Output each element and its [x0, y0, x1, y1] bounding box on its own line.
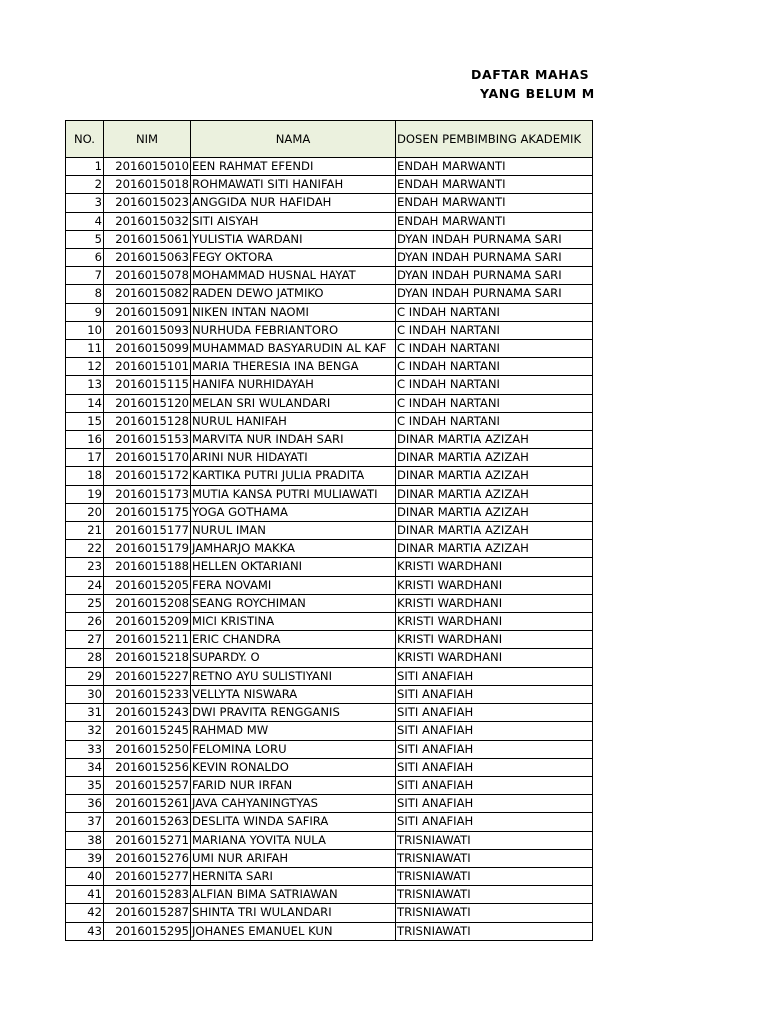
cell-dosen: KRISTI WARDHANI: [396, 649, 593, 667]
cell-no: 6: [66, 249, 104, 267]
cell-nim: 2016015115: [104, 376, 191, 394]
table-header-row: [66, 121, 593, 158]
table-row: [66, 212, 593, 230]
table-row: [66, 904, 593, 922]
cell-dosen: ENDAH MARWANTI: [396, 176, 593, 194]
table-row: [66, 431, 593, 449]
cell-nama: SUPARDY. O: [191, 649, 396, 667]
cell-no: 25: [66, 594, 104, 612]
table-row: [66, 394, 593, 412]
cell-dosen: DYAN INDAH PURNAMA SARI: [396, 249, 593, 267]
page-title-line2: YANG BELUM M: [480, 86, 595, 101]
cell-no: 29: [66, 667, 104, 685]
cell-no: 36: [66, 795, 104, 813]
cell-nim: 2016015032: [104, 212, 191, 230]
table-row: [66, 849, 593, 867]
cell-dosen: SITI ANAFIAH: [396, 795, 593, 813]
cell-no: 21: [66, 522, 104, 540]
cell-dosen: TRISNIAWATI: [396, 867, 593, 885]
cell-nama: MELAN SRI WULANDARI: [191, 394, 396, 412]
cell-nim: 2016015010: [104, 158, 191, 176]
cell-nama: MOHAMMAD HUSNAL HAYAT: [191, 267, 396, 285]
cell-no: 5: [66, 230, 104, 248]
table-row: [66, 230, 593, 248]
table-row: [66, 795, 593, 813]
cell-no: 4: [66, 212, 104, 230]
table-row: [66, 831, 593, 849]
cell-dosen: SITI ANAFIAH: [396, 776, 593, 794]
cell-no: 28: [66, 649, 104, 667]
cell-nim: 2016015295: [104, 922, 191, 940]
cell-nama: NIKEN INTAN NAOMI: [191, 303, 396, 321]
cell-nim: 2016015061: [104, 230, 191, 248]
cell-nim: 2016015091: [104, 303, 191, 321]
cell-dosen: SITI ANAFIAH: [396, 722, 593, 740]
table-row: [66, 412, 593, 430]
cell-dosen: SITI ANAFIAH: [396, 667, 593, 685]
cell-nama: YOGA GOTHAMA: [191, 503, 396, 521]
cell-no: 23: [66, 558, 104, 576]
cell-nim: 2016015243: [104, 704, 191, 722]
cell-nim: 2016015245: [104, 722, 191, 740]
table-row: [66, 485, 593, 503]
cell-no: 1: [66, 158, 104, 176]
cell-dosen: DINAR MARTIA AZIZAH: [396, 522, 593, 540]
cell-nim: 2016015250: [104, 740, 191, 758]
table-row: [66, 867, 593, 885]
cell-dosen: DINAR MARTIA AZIZAH: [396, 431, 593, 449]
table-row: [66, 649, 593, 667]
cell-dosen: KRISTI WARDHANI: [396, 576, 593, 594]
cell-dosen: KRISTI WARDHANI: [396, 558, 593, 576]
table-row: [66, 704, 593, 722]
cell-nama: UMI NUR ARIFAH: [191, 849, 396, 867]
cell-nim: 2016015023: [104, 194, 191, 212]
cell-no: 9: [66, 303, 104, 321]
cell-nama: SHINTA TRI WULANDARI: [191, 904, 396, 922]
cell-nim: 2016015172: [104, 467, 191, 485]
cell-nama: MARIA THERESIA INA BENGA: [191, 358, 396, 376]
cell-nama: NURUL HANIFAH: [191, 412, 396, 430]
cell-dosen: TRISNIAWATI: [396, 904, 593, 922]
cell-nama: EEN RAHMAT EFENDI: [191, 158, 396, 176]
cell-dosen: SITI ANAFIAH: [396, 758, 593, 776]
cell-nama: FERA NOVAMI: [191, 576, 396, 594]
cell-dosen: SITI ANAFIAH: [396, 685, 593, 703]
cell-nim: 2016015211: [104, 631, 191, 649]
cell-no: 37: [66, 813, 104, 831]
cell-dosen: C INDAH NARTANI: [396, 303, 593, 321]
cell-dosen: SITI ANAFIAH: [396, 813, 593, 831]
cell-nim: 2016015188: [104, 558, 191, 576]
cell-no: 19: [66, 485, 104, 503]
cell-no: 34: [66, 758, 104, 776]
cell-nim: 2016015271: [104, 831, 191, 849]
cell-nama: DWI PRAVITA RENGGANIS: [191, 704, 396, 722]
cell-nim: 2016015218: [104, 649, 191, 667]
cell-nama: VELLYTA NISWARA: [191, 685, 396, 703]
cell-no: 15: [66, 412, 104, 430]
table-row: [66, 722, 593, 740]
cell-dosen: SITI ANAFIAH: [396, 704, 593, 722]
cell-nama: JOHANES EMANUEL KUN: [191, 922, 396, 940]
cell-no: 17: [66, 449, 104, 467]
cell-nama: NURHUDA FEBRIANTORO: [191, 321, 396, 339]
cell-nim: 2016015078: [104, 267, 191, 285]
cell-dosen: C INDAH NARTANI: [396, 358, 593, 376]
table-row: [66, 776, 593, 794]
cell-nama: ARINI NUR HIDAYATI: [191, 449, 396, 467]
table-row: [66, 522, 593, 540]
cell-no: 27: [66, 631, 104, 649]
cell-no: 10: [66, 321, 104, 339]
header-no: NO.: [66, 121, 104, 158]
page-title-line1: DAFTAR MAHAS: [471, 67, 590, 82]
table-row: [66, 449, 593, 467]
cell-dosen: ENDAH MARWANTI: [396, 158, 593, 176]
table-row: [66, 922, 593, 940]
table-row: [66, 685, 593, 703]
student-table: [65, 120, 593, 941]
cell-dosen: TRISNIAWATI: [396, 886, 593, 904]
table-row: [66, 376, 593, 394]
cell-no: 11: [66, 340, 104, 358]
table-row: [66, 467, 593, 485]
cell-nim: 2016015179: [104, 540, 191, 558]
table-row: [66, 613, 593, 631]
cell-no: 39: [66, 849, 104, 867]
table-row: [66, 503, 593, 521]
cell-nama: ERIC CHANDRA: [191, 631, 396, 649]
cell-nama: RAHMAD MW: [191, 722, 396, 740]
cell-no: 35: [66, 776, 104, 794]
cell-nim: 2016015283: [104, 886, 191, 904]
table-row: [66, 594, 593, 612]
cell-nim: 2016015101: [104, 358, 191, 376]
cell-nim: 2016015120: [104, 394, 191, 412]
cell-nama: JAMHARJO MAKKA: [191, 540, 396, 558]
table-row: [66, 540, 593, 558]
table-row: [66, 558, 593, 576]
cell-no: 43: [66, 922, 104, 940]
cell-nim: 2016015277: [104, 867, 191, 885]
cell-no: 20: [66, 503, 104, 521]
cell-nama: MUTIA KANSA PUTRI MULIAWATI: [191, 485, 396, 503]
cell-nama: HELLEN OKTARIANI: [191, 558, 396, 576]
cell-nama: NURUL IMAN: [191, 522, 396, 540]
header-nim: NIM: [104, 121, 191, 158]
cell-dosen: DINAR MARTIA AZIZAH: [396, 467, 593, 485]
cell-nim: 2016015093: [104, 321, 191, 339]
cell-nama: YULISTIA WARDANI: [191, 230, 396, 248]
cell-no: 22: [66, 540, 104, 558]
cell-no: 13: [66, 376, 104, 394]
cell-nama: MARVITA NUR INDAH SARI: [191, 431, 396, 449]
cell-nama: SEANG ROYCHIMAN: [191, 594, 396, 612]
cell-nim: 2016015173: [104, 485, 191, 503]
cell-dosen: KRISTI WARDHANI: [396, 631, 593, 649]
cell-nim: 2016015208: [104, 594, 191, 612]
cell-nama: HERNITA SARI: [191, 867, 396, 885]
cell-no: 14: [66, 394, 104, 412]
cell-nim: 2016015209: [104, 613, 191, 631]
cell-no: 31: [66, 704, 104, 722]
cell-dosen: TRISNIAWATI: [396, 831, 593, 849]
cell-dosen: SITI ANAFIAH: [396, 740, 593, 758]
header-nama: NAMA: [191, 121, 396, 158]
cell-nim: 2016015153: [104, 431, 191, 449]
cell-no: 12: [66, 358, 104, 376]
table-row: [66, 158, 593, 176]
cell-nim: 2016015261: [104, 795, 191, 813]
cell-nim: 2016015128: [104, 412, 191, 430]
cell-no: 32: [66, 722, 104, 740]
cell-no: 2: [66, 176, 104, 194]
cell-nama: MARIANA YOVITA NULA: [191, 831, 396, 849]
cell-nama: FELOMINA LORU: [191, 740, 396, 758]
cell-no: 42: [66, 904, 104, 922]
cell-no: 7: [66, 267, 104, 285]
cell-nama: RETNO AYU SULISTIYANI: [191, 667, 396, 685]
table-row: [66, 285, 593, 303]
table-row: [66, 740, 593, 758]
cell-nim: 2016015256: [104, 758, 191, 776]
cell-nim: 2016015227: [104, 667, 191, 685]
table-body: [66, 158, 593, 941]
cell-no: 3: [66, 194, 104, 212]
cell-nama: ALFIAN BIMA SATRIAWAN: [191, 886, 396, 904]
cell-no: 16: [66, 431, 104, 449]
cell-dosen: KRISTI WARDHANI: [396, 613, 593, 631]
cell-nim: 2016015233: [104, 685, 191, 703]
cell-nama: KARTIKA PUTRI JULIA PRADITA: [191, 467, 396, 485]
cell-nim: 2016015257: [104, 776, 191, 794]
cell-nama: MICI KRISTINA: [191, 613, 396, 631]
cell-no: 38: [66, 831, 104, 849]
table-row: [66, 249, 593, 267]
cell-no: 8: [66, 285, 104, 303]
table-row: [66, 194, 593, 212]
cell-nim: 2016015263: [104, 813, 191, 831]
table-row: [66, 358, 593, 376]
table-row: [66, 631, 593, 649]
cell-nama: DESLITA WINDA SAFIRA: [191, 813, 396, 831]
cell-dosen: DYAN INDAH PURNAMA SARI: [396, 285, 593, 303]
table-row: [66, 176, 593, 194]
table-row: [66, 321, 593, 339]
cell-dosen: C INDAH NARTANI: [396, 394, 593, 412]
cell-no: 26: [66, 613, 104, 631]
cell-dosen: C INDAH NARTANI: [396, 321, 593, 339]
cell-nama: KEVIN RONALDO: [191, 758, 396, 776]
cell-nim: 2016015018: [104, 176, 191, 194]
cell-dosen: ENDAH MARWANTI: [396, 212, 593, 230]
cell-no: 24: [66, 576, 104, 594]
cell-nama: JAVA CAHYANINGTYAS: [191, 795, 396, 813]
cell-nama: FEGY OKTORA: [191, 249, 396, 267]
cell-nim: 2016015177: [104, 522, 191, 540]
table-row: [66, 267, 593, 285]
cell-dosen: TRISNIAWATI: [396, 849, 593, 867]
cell-dosen: DYAN INDAH PURNAMA SARI: [396, 230, 593, 248]
cell-nama: ANGGIDA NUR HAFIDAH: [191, 194, 396, 212]
cell-dosen: C INDAH NARTANI: [396, 340, 593, 358]
cell-nim: 2016015276: [104, 849, 191, 867]
cell-nama: ROHMAWATI SITI HANIFAH: [191, 176, 396, 194]
table-row: [66, 813, 593, 831]
cell-no: 40: [66, 867, 104, 885]
cell-no: 41: [66, 886, 104, 904]
cell-dosen: C INDAH NARTANI: [396, 376, 593, 394]
cell-nama: HANIFA NURHIDAYAH: [191, 376, 396, 394]
cell-dosen: DINAR MARTIA AZIZAH: [396, 540, 593, 558]
table-row: [66, 886, 593, 904]
cell-dosen: KRISTI WARDHANI: [396, 594, 593, 612]
cell-dosen: DYAN INDAH PURNAMA SARI: [396, 267, 593, 285]
cell-nim: 2016015205: [104, 576, 191, 594]
cell-no: 33: [66, 740, 104, 758]
table-row: [66, 340, 593, 358]
cell-nim: 2016015099: [104, 340, 191, 358]
cell-dosen: TRISNIAWATI: [396, 922, 593, 940]
cell-nama: FARID NUR IRFAN: [191, 776, 396, 794]
table-row: [66, 667, 593, 685]
cell-no: 18: [66, 467, 104, 485]
cell-dosen: DINAR MARTIA AZIZAH: [396, 449, 593, 467]
cell-dosen: ENDAH MARWANTI: [396, 194, 593, 212]
cell-nim: 2016015175: [104, 503, 191, 521]
cell-nim: 2016015063: [104, 249, 191, 267]
cell-dosen: C INDAH NARTANI: [396, 412, 593, 430]
cell-nama: RADEN DEWO JATMIKO: [191, 285, 396, 303]
cell-no: 30: [66, 685, 104, 703]
cell-dosen: DINAR MARTIA AZIZAH: [396, 485, 593, 503]
cell-nama: SITI AISYAH: [191, 212, 396, 230]
cell-nim: 2016015082: [104, 285, 191, 303]
cell-nama: MUHAMMAD BASYARUDIN AL KAF: [191, 340, 396, 358]
table-row: [66, 758, 593, 776]
table-row: [66, 303, 593, 321]
cell-nim: 2016015287: [104, 904, 191, 922]
header-dosen: DOSEN PEMBIMBING AKADEMIK: [396, 121, 593, 158]
cell-dosen: DINAR MARTIA AZIZAH: [396, 503, 593, 521]
cell-nim: 2016015170: [104, 449, 191, 467]
table-row: [66, 576, 593, 594]
